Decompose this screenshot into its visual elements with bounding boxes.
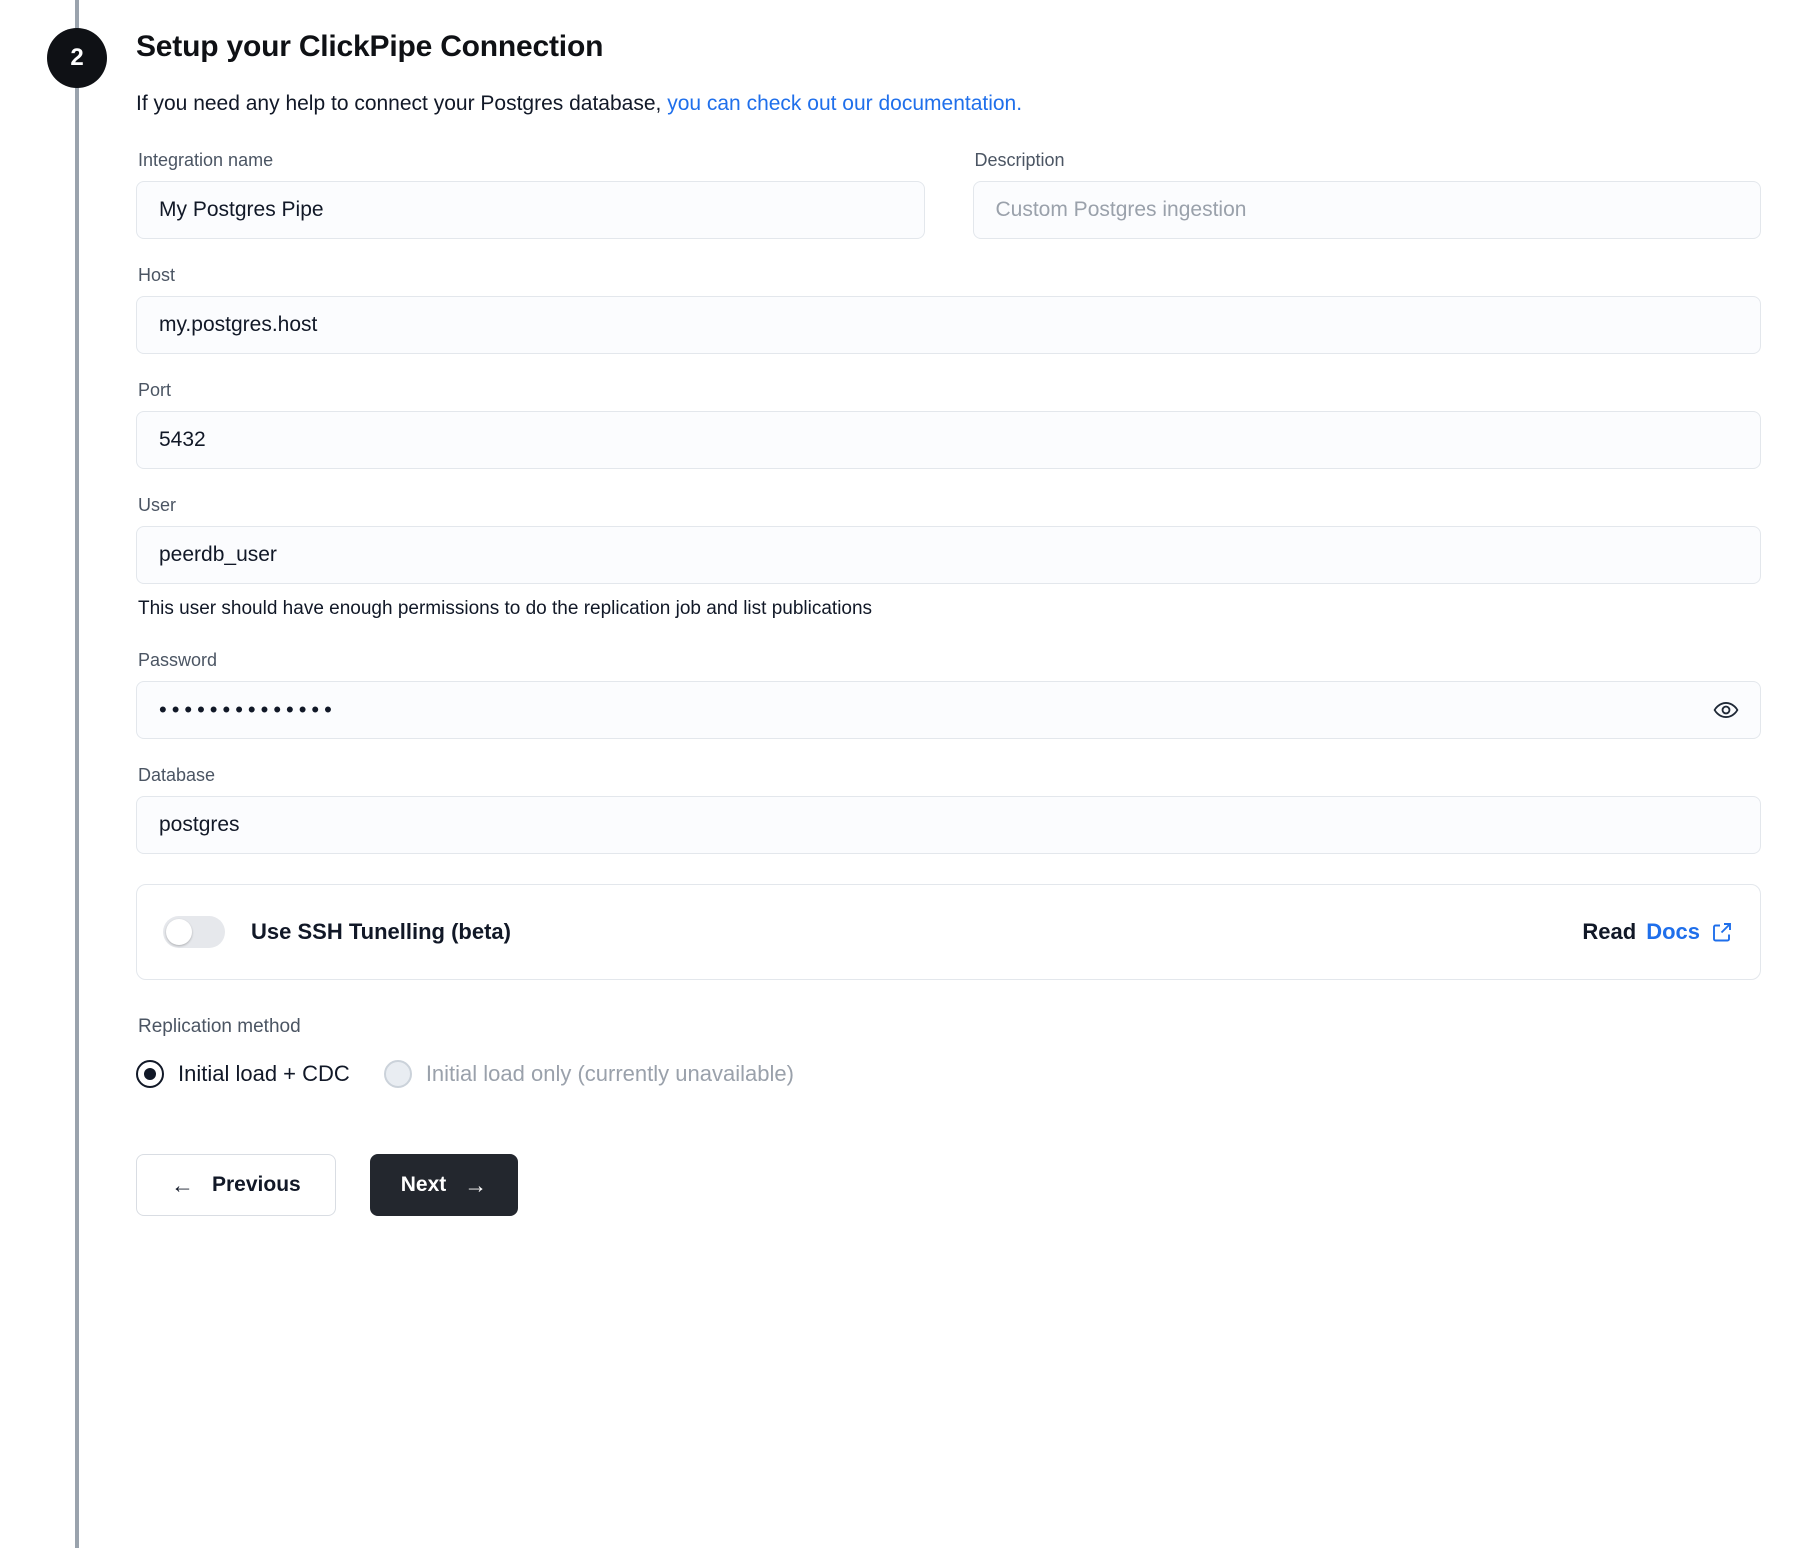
user-input[interactable]: peerdb_user	[136, 526, 1761, 584]
ssh-tunnelling-label: Use SSH Tunelling (beta)	[251, 919, 511, 944]
page-subtitle	[136, 92, 1761, 116]
description-input[interactable]: Custom Postgres ingestion	[973, 181, 1762, 239]
password-label: Password	[138, 650, 218, 670]
user-helper-text: This user should have enough permissions to do the replication job and list publications	[138, 598, 873, 619]
password-group	[136, 650, 1761, 739]
password-input[interactable]: ••••••••••••••	[136, 681, 1761, 739]
arrow-left-icon: ←	[171, 1171, 194, 1198]
radio-icon-disabled	[384, 1060, 412, 1088]
next-button[interactable]	[370, 1154, 519, 1216]
step-number-badge: 2	[47, 28, 107, 88]
replication-method-label: Replication method	[138, 1016, 301, 1037]
integration-name-group	[136, 150, 925, 239]
setup-form-panel	[136, 30, 1761, 1216]
database-label: Database	[138, 765, 216, 785]
form-actions	[136, 1154, 1761, 1216]
password-input-wrapper	[136, 681, 1761, 739]
user-group	[136, 495, 1761, 620]
ssh-docs-area	[1582, 919, 1734, 945]
toggle-knob	[166, 919, 192, 945]
host-label: Host	[138, 265, 176, 285]
database-group	[136, 765, 1761, 854]
ssh-tunnelling-toggle[interactable]	[163, 916, 225, 948]
host-group	[136, 265, 1761, 354]
replication-method-options	[136, 1060, 1761, 1088]
radio-label-initial-load-only: Initial load only (currently unavailable)	[425, 1061, 794, 1086]
ssh-docs-link[interactable]: Docs	[1646, 919, 1700, 944]
next-button-label: Next	[400, 1173, 447, 1196]
integration-name-input[interactable]: My Postgres Pipe	[136, 181, 925, 239]
external-link-icon[interactable]	[1710, 920, 1734, 944]
database-input[interactable]: postgres	[136, 796, 1761, 854]
port-input[interactable]: 5432	[136, 411, 1761, 469]
user-label: User	[138, 495, 177, 515]
arrow-right-icon: →	[464, 1171, 488, 1198]
page-title: Setup your ClickPipe Connection	[136, 30, 604, 63]
eye-icon[interactable]	[1713, 697, 1739, 723]
read-label: Read	[1582, 919, 1637, 944]
host-input[interactable]: my.postgres.host	[136, 296, 1761, 354]
previous-button[interactable]	[136, 1154, 336, 1216]
ssh-tunnelling-row	[136, 884, 1761, 980]
radio-initial-load-cdc[interactable]	[136, 1060, 350, 1088]
radio-icon-selected	[136, 1060, 164, 1088]
port-label: Port	[138, 380, 172, 400]
subtitle-text: If you need any help to connect your Postgres database,	[136, 92, 668, 115]
description-group	[973, 150, 1762, 239]
radio-initial-load-only	[384, 1060, 794, 1088]
name-description-row	[136, 150, 1761, 239]
port-group	[136, 380, 1761, 469]
documentation-link[interactable]: you can check out our documentation.	[667, 92, 1023, 115]
integration-name-label: Integration name	[138, 150, 274, 170]
radio-label-initial-load-cdc: Initial load + CDC	[178, 1061, 350, 1086]
stepper-rail	[75, 0, 79, 1548]
previous-button-label: Previous	[212, 1173, 301, 1196]
description-label: Description	[974, 150, 1065, 170]
